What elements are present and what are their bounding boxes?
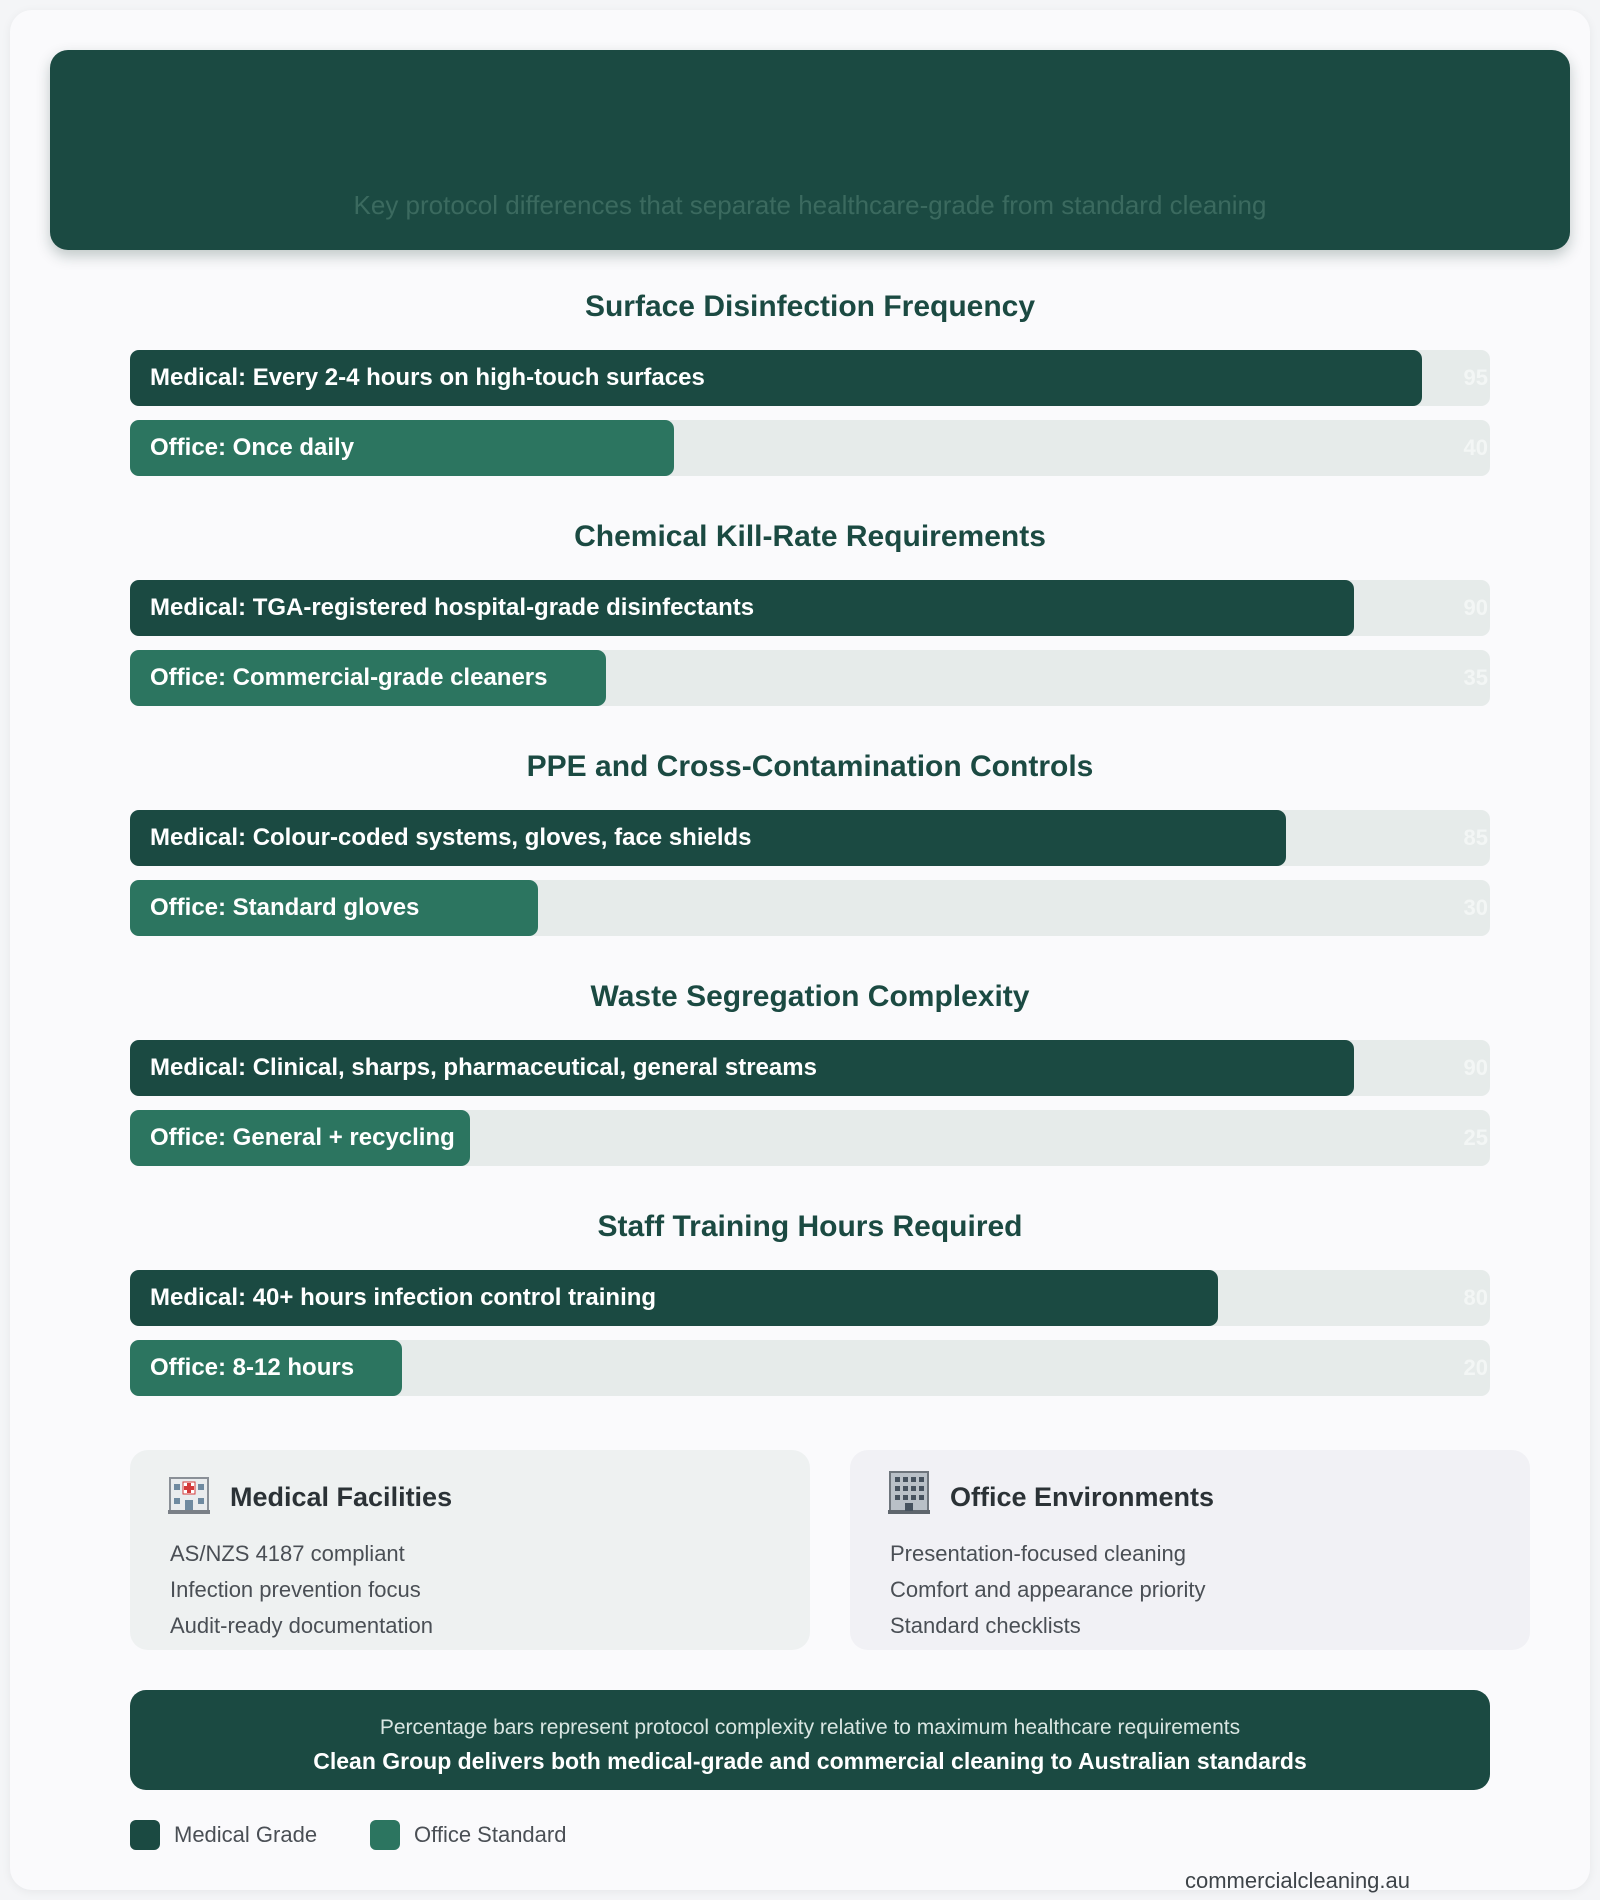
office-bar-track — [130, 1110, 1490, 1166]
medical-card-list — [170, 1536, 433, 1644]
medical-bar — [130, 580, 1354, 636]
medical-bar-track — [130, 810, 1490, 866]
office-bar-value: 40 — [1463, 435, 1488, 460]
list-item: Standard checklists — [890, 1613, 1081, 1638]
medical-bar — [130, 810, 1286, 866]
office-card-title: Office Environments — [950, 1482, 1215, 1512]
medical-bar-value: 95 — [1463, 365, 1488, 390]
office-bar-value: 35 — [1463, 665, 1488, 690]
office-bar-value: 30 — [1463, 895, 1488, 920]
header-banner — [50, 50, 1570, 250]
office-bar — [130, 1340, 402, 1396]
medical-bar-value: 85 — [1463, 825, 1488, 850]
medical-bar — [130, 1270, 1218, 1326]
section-title: Waste Segregation Complexity — [590, 980, 1030, 1013]
list-item: Presentation-focused cleaning — [890, 1541, 1186, 1566]
medical-bar-track — [130, 350, 1490, 406]
section-title: PPE and Cross-Contamination Controls — [526, 750, 1094, 783]
list-item: AS/NZS 4187 compliant — [170, 1541, 405, 1566]
infographic-page — [10, 10, 1590, 1893]
medical-facilities-card — [130, 1450, 810, 1650]
footer-banner — [130, 1690, 1490, 1790]
office-bar — [130, 420, 674, 476]
medical-bar-track — [130, 1270, 1490, 1326]
legend-label-medical: Medical Grade — [174, 1822, 318, 1847]
section-title: Chemical Kill-Rate Requirements — [574, 520, 1046, 553]
office-bar — [130, 1110, 470, 1166]
office-bar-value: 20 — [1463, 1355, 1488, 1380]
office-bar-label: Office: 8-12 hours — [150, 1354, 355, 1381]
section-title: Staff Training Hours Required — [597, 1210, 1023, 1243]
hospital-icon — [168, 1470, 210, 1514]
office-bar-value: 25 — [1463, 1125, 1488, 1150]
medical-bar-label: Medical: Clinical, sharps, pharmaceutical, general streams — [150, 1054, 817, 1081]
list-item: Infection prevention focus — [170, 1577, 421, 1602]
office-bar-label: Office: Once daily — [150, 434, 355, 461]
footer-note: Percentage bars represent protocol complexity relative to maximum healthcare requirements — [379, 1716, 1241, 1739]
office-bar-track — [130, 880, 1490, 936]
office-bar — [130, 650, 606, 706]
medical-bar-value: 90 — [1463, 1055, 1488, 1080]
list-item: Audit-ready documentation — [170, 1613, 433, 1638]
medical-bar-track — [130, 1040, 1490, 1096]
legend-swatch-medical — [130, 1820, 160, 1850]
medical-bar-label: Medical: 40+ hours infection control training — [150, 1284, 657, 1311]
medical-bar-value: 80 — [1463, 1285, 1488, 1310]
medical-bar-label: Medical: Every 2-4 hours on high-touch surfaces — [150, 364, 705, 391]
footer-tagline: Clean Group delivers both medical-grade and commercial cleaning to Australian standards — [313, 1748, 1307, 1774]
medical-bar — [130, 350, 1422, 406]
medical-bar-label: Medical: TGA-registered hospital-grade disinfectants — [150, 594, 755, 621]
office-card-list — [890, 1536, 1206, 1644]
office-environments-card — [850, 1450, 1530, 1650]
office-bar-track — [130, 650, 1490, 706]
office-bar-label: Office: General + recycling — [150, 1124, 455, 1151]
legend-swatch-office — [370, 1820, 400, 1850]
office-bar-track — [130, 420, 1490, 476]
office-bar-label: Office: Standard gloves — [150, 894, 420, 921]
office-bar — [130, 880, 538, 936]
site-url: commercialcleaning.au — [1185, 1868, 1410, 1893]
medical-bar-label: Medical: Colour-coded systems, gloves, face shields — [150, 824, 752, 851]
office-bar-track — [130, 1340, 1490, 1396]
medical-bar-track — [130, 580, 1490, 636]
medical-bar — [130, 1040, 1354, 1096]
legend-label-office: Office Standard — [414, 1822, 567, 1847]
header-subtitle: Key protocol differences that separate healthcare-grade from standard cleaning — [353, 190, 1267, 220]
medical-card-title: Medical Facilities — [230, 1482, 453, 1512]
office-building-icon — [888, 1470, 930, 1514]
list-item: Comfort and appearance priority — [890, 1577, 1206, 1602]
office-bar-label: Office: Commercial-grade cleaners — [150, 664, 548, 691]
section-title: Surface Disinfection Frequency — [584, 290, 1036, 323]
medical-bar-value: 90 — [1463, 595, 1488, 620]
